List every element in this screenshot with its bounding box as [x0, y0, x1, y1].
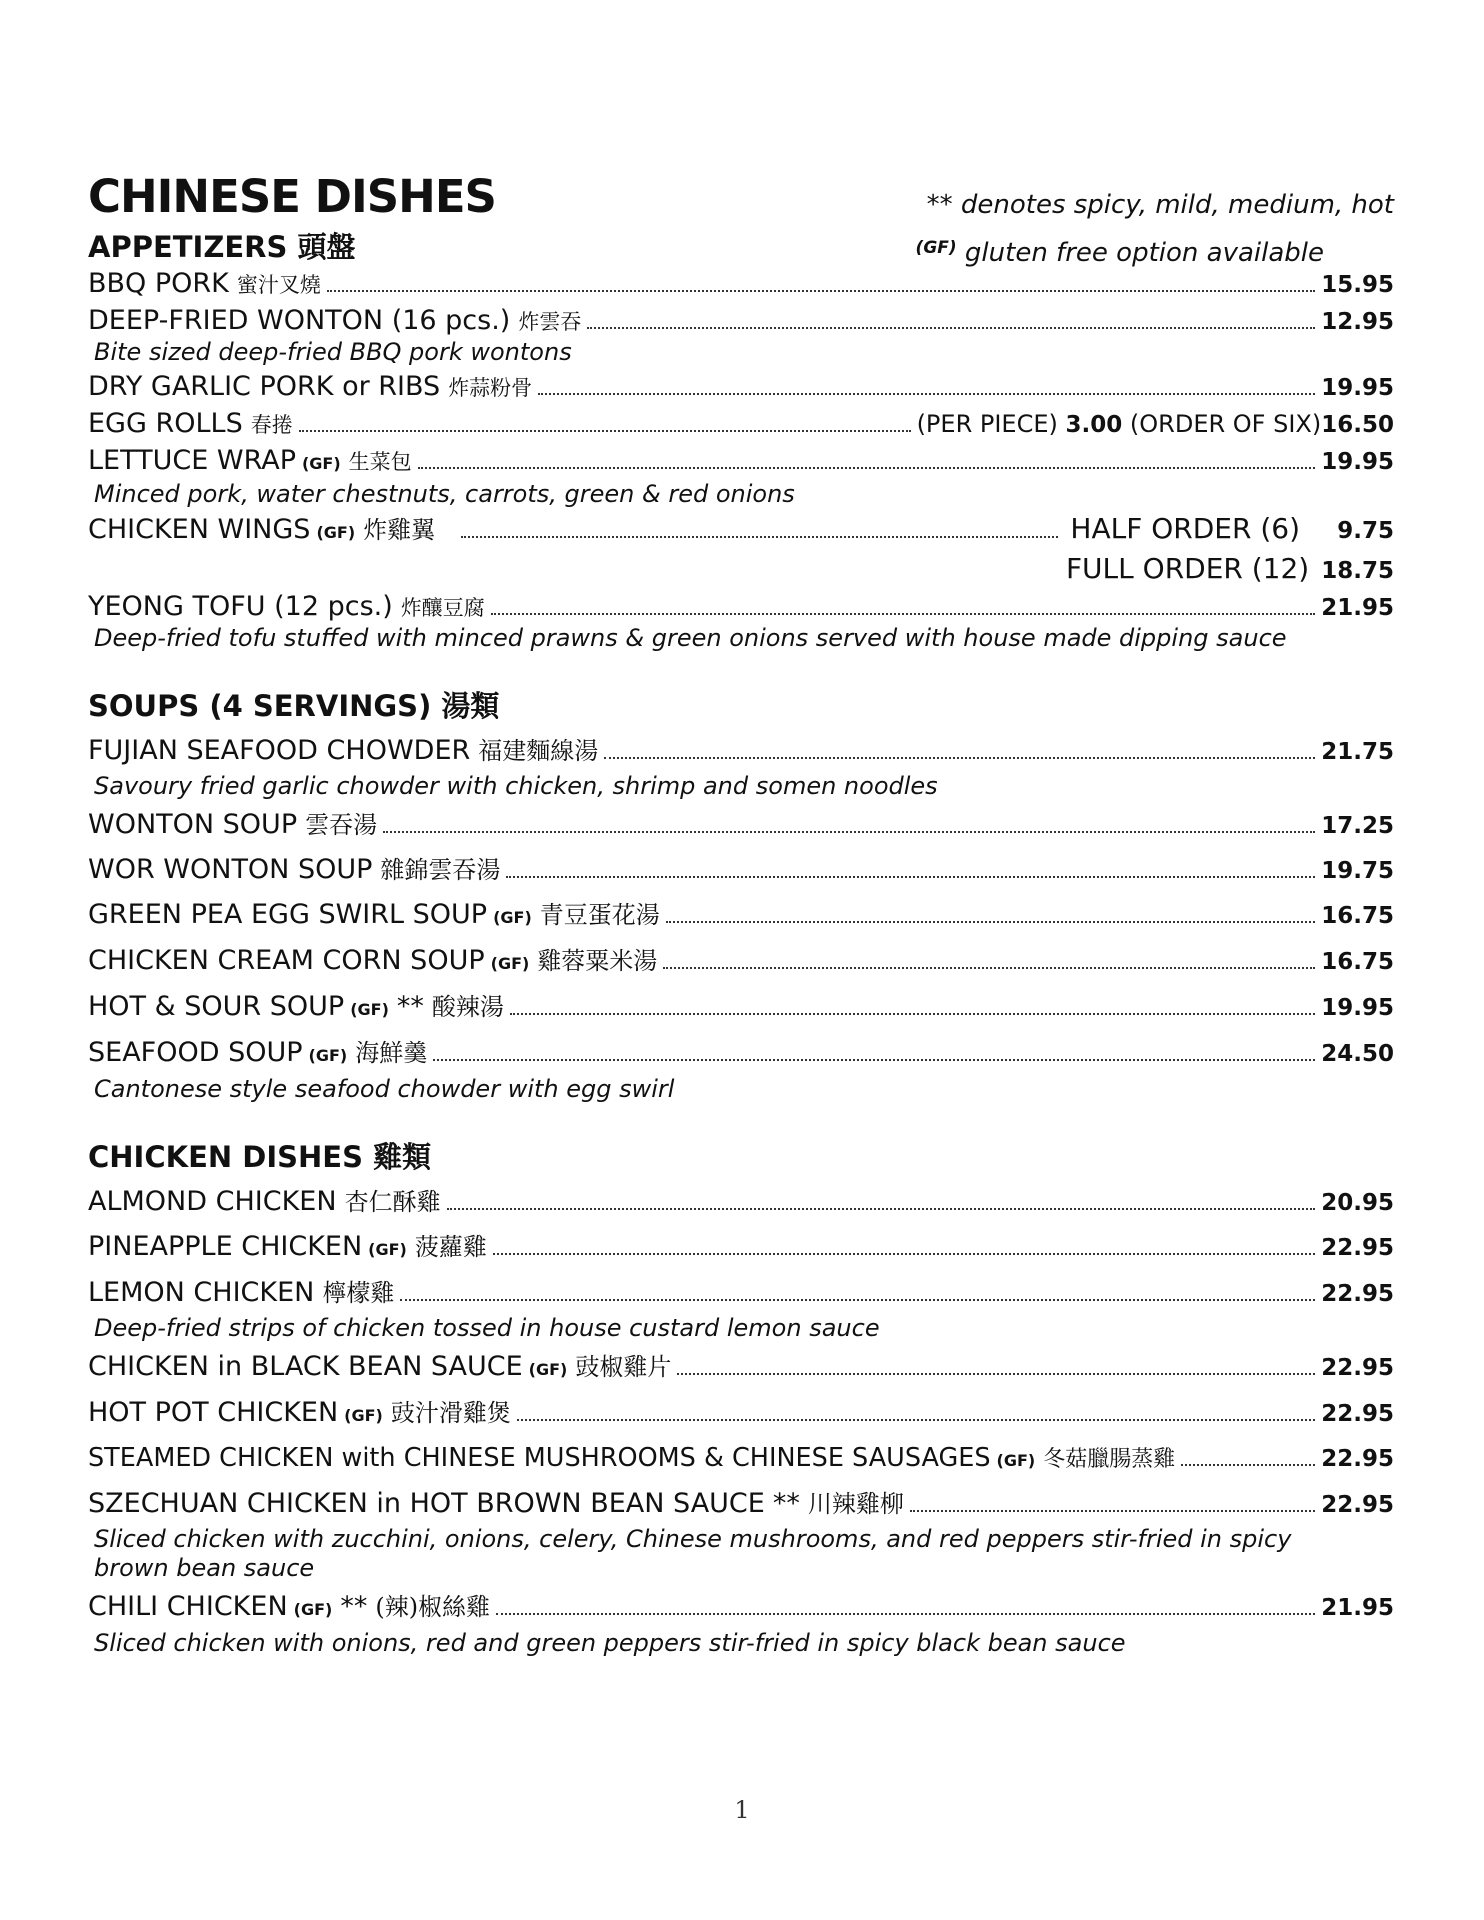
menu-page: [88, 170, 1394, 1660]
item-chinese-name: 雜錦雲吞湯: [380, 855, 501, 884]
item-chinese-name: 炸雞翼: [363, 515, 436, 544]
chicken-list: [88, 1180, 1394, 1658]
item-chinese-name: 炸蒜粉骨: [448, 375, 533, 400]
per-piece-label: (PER PIECE): [916, 409, 1058, 438]
item-name: SZECHUAN CHICKEN in HOT BROWN BEAN SAUCE: [88, 1487, 765, 1519]
item-price: 16.75: [1321, 948, 1394, 975]
item-name: HOT & SOUR SOUP: [88, 990, 345, 1022]
item-description: Minced pork, water chestnuts, carrots, green & red onions: [94, 479, 795, 508]
spicy-marker: **: [340, 1590, 368, 1622]
item-name: DEEP-FRIED WONTON (16 pcs.): [88, 304, 511, 336]
item-chinese-name: 雲吞湯: [305, 810, 378, 839]
menu-header: [88, 170, 1394, 268]
item-price: 12.95: [1321, 308, 1394, 335]
item-chinese-name: 川辣雞柳: [807, 1489, 904, 1518]
menu-item: [88, 985, 1394, 1031]
item-name: WONTON SOUP: [88, 808, 298, 840]
item-price: 21.75: [1321, 738, 1394, 765]
chicken-section: [88, 1139, 1394, 1658]
full-order-label: FULL ORDER (12): [1065, 551, 1310, 585]
spicy-legend: ** denotes spicy, mild, medium, hot: [926, 190, 1394, 220]
menu-item: [88, 1271, 1394, 1343]
menu-item: [88, 1345, 1394, 1391]
menu-item: [88, 1585, 1394, 1658]
leader-dots: [677, 1373, 1315, 1375]
item-name: YEONG TOFU (12 pcs.): [88, 590, 393, 622]
item-name: ALMOND CHICKEN: [88, 1185, 337, 1217]
item-price: 22.95: [1321, 1445, 1394, 1472]
item-chinese-name: 海鮮羹: [355, 1038, 428, 1067]
gluten-free-tag: (GF): [293, 1599, 333, 1619]
item-name: CHICKEN in BLACK BEAN SAUCE: [88, 1350, 523, 1382]
item-name: CHICKEN WINGS: [88, 513, 311, 545]
leader-dots: [663, 967, 1315, 969]
item-price: 16.75: [1321, 902, 1394, 929]
spicy-marker: **: [772, 1487, 800, 1519]
leader-dots: [418, 467, 1316, 469]
item-name: LEMON CHICKEN: [88, 1276, 315, 1308]
leader-dots: [517, 1419, 1315, 1421]
gluten-free-tag: (GF): [316, 522, 356, 542]
item-price: 22.95: [1321, 1234, 1394, 1261]
leader-dots: [910, 1510, 1315, 1512]
menu-item: [88, 266, 1394, 303]
item-chinese-name: 蜜汁叉燒: [236, 272, 321, 297]
leader-dots: [666, 921, 1315, 923]
item-chinese-name: 炸釀豆腐: [400, 595, 485, 620]
soups-list: [88, 729, 1394, 1104]
item-price: 19.95: [1321, 448, 1394, 475]
item-chinese-name: 杏仁酥雞: [344, 1187, 441, 1216]
gluten-free-tag: (GF): [493, 907, 532, 927]
item-name: FUJIAN SEAFOOD CHOWDER: [88, 734, 471, 766]
leader-dots: [510, 1013, 1315, 1015]
menu-item: [88, 729, 1394, 801]
full-order-price: 18.75: [1321, 557, 1394, 584]
item-name: CHICKEN CREAM CORN SOUP: [88, 944, 485, 976]
item-chinese-name: (辣)椒絲雞: [375, 1592, 491, 1621]
leader-dots: [447, 1208, 1316, 1210]
item-description: Savoury fried garlic chowder with chicken, shrimp and somen noodles: [94, 771, 938, 800]
leader-dots: [327, 290, 1315, 292]
gluten-free-tag: (GF): [301, 453, 341, 473]
item-name: DRY GARLIC PORK or RIBS: [88, 370, 441, 402]
item-chinese-name: 炸雲吞: [518, 309, 582, 334]
menu-item: [88, 1180, 1394, 1225]
menu-item: [88, 511, 1394, 589]
item-description: Deep-fried tofu stuffed with minced prawns & green onions served with house made dipping sauce: [94, 623, 1287, 652]
soups-section: [88, 688, 1394, 1104]
item-description: Deep-fried strips of chicken tossed in house custard lemon sauce: [94, 1313, 880, 1342]
leader-dots: [1181, 1464, 1315, 1466]
menu-item: [88, 589, 1394, 653]
leader-dots: [496, 1613, 1315, 1615]
gluten-free-tag: (GF): [996, 1450, 1036, 1470]
menu-item: [88, 939, 1394, 985]
leader-dots: [383, 831, 1315, 833]
item-description: Bite sized deep-fried BBQ pork wontons: [94, 337, 572, 366]
item-name: CHILI CHICKEN: [88, 1590, 288, 1622]
item-chinese-name: 春捲: [250, 412, 293, 437]
leader-dots: [400, 1299, 1315, 1301]
item-price: 22.95: [1321, 1491, 1394, 1518]
menu-item: [88, 406, 1394, 443]
menu-item: [88, 848, 1394, 893]
page-number: 1: [734, 1796, 750, 1824]
item-name: LETTUCE WRAP: [88, 444, 296, 476]
menu-item: [88, 1031, 1394, 1104]
item-price: 22.95: [1321, 1280, 1394, 1307]
item-price: 16.50: [1321, 411, 1394, 438]
item-chinese-name: 雞蓉粟米湯: [537, 946, 658, 975]
item-price: 24.50: [1321, 1040, 1394, 1067]
item-price: 22.95: [1321, 1354, 1394, 1381]
item-price: 19.95: [1321, 374, 1394, 401]
item-price: 19.75: [1321, 857, 1394, 884]
item-price: 15.95: [1321, 271, 1394, 298]
leader-dots: [538, 393, 1315, 395]
menu-item: [88, 893, 1394, 939]
item-description: Sliced chicken with onions, red and green peppers stir-fried in spicy black bean sauce: [94, 1628, 1126, 1657]
item-description: Sliced chicken with zucchini, onions, celery, Chinese mushrooms, and red peppers stir-fried in spicy brown bean sauce: [94, 1524, 1292, 1582]
leader-dots: [433, 1059, 1315, 1061]
leader-dots: [493, 1253, 1315, 1255]
item-price: 21.95: [1321, 1594, 1394, 1621]
item-price: 19.95: [1321, 994, 1394, 1021]
leader-dots: [506, 876, 1315, 878]
page-title: CHINESE DISHES: [88, 170, 496, 223]
item-chinese-name: 酸辣湯: [431, 992, 504, 1021]
item-name: STEAMED CHICKEN with CHINESE MUSHROOMS & CHINESE SAUSAGES: [88, 1442, 991, 1473]
item-price: 22.95: [1321, 1400, 1394, 1427]
item-name: GREEN PEA EGG SWIRL SOUP: [88, 898, 488, 930]
gluten-free-tag: (GF): [344, 1405, 383, 1425]
item-name: EGG ROLLS: [88, 407, 243, 439]
item-chinese-name: 生菜包: [348, 449, 412, 474]
item-chinese-name: 檸檬雞: [322, 1278, 395, 1307]
gluten-free-tag: (GF): [490, 953, 530, 973]
appetizers-list: [88, 266, 1394, 653]
section-heading-chicken: CHICKEN DISHES 雞類: [88, 1139, 432, 1174]
item-description: Cantonese style seafood chowder with egg swirl: [94, 1074, 675, 1103]
menu-item: [88, 1437, 1394, 1482]
menu-item: [88, 1225, 1394, 1271]
item-chinese-name: 福建麵線湯: [478, 736, 599, 765]
section-heading-soups: SOUPS (4 SERVINGS) 湯類: [88, 688, 500, 723]
item-chinese-name: 豉椒雞片: [575, 1352, 672, 1381]
gluten-free-tag: (GF): [528, 1359, 568, 1379]
gluten-free-tag: (GF): [350, 999, 389, 1019]
item-chinese-name: 豉汁滑雞煲: [390, 1398, 511, 1427]
item-price: 20.95: [1321, 1189, 1394, 1216]
item-name: HOT POT CHICKEN: [88, 1396, 339, 1428]
item-name: SEAFOOD SOUP: [88, 1036, 303, 1068]
menu-item: [88, 803, 1394, 848]
leader-dots: [604, 757, 1315, 759]
item-name: WOR WONTON SOUP: [88, 853, 373, 885]
item-name: BBQ PORK: [88, 267, 229, 299]
gluten-free-tag: (GF): [308, 1045, 348, 1065]
item-name: PINEAPPLE CHICKEN: [88, 1230, 363, 1262]
menu-item: [88, 303, 1394, 367]
section-heading-appetizers: APPETIZERS 頭盤: [88, 230, 356, 264]
half-order-price: 9.75: [1337, 517, 1394, 544]
spicy-marker: **: [396, 990, 424, 1022]
egg-roll-pricing: [917, 406, 1322, 443]
leader-dots: [461, 536, 1058, 538]
order-of-six-label: (ORDER OF SIX): [1129, 409, 1322, 438]
leader-dots: [587, 327, 1315, 329]
menu-item: [88, 1391, 1394, 1437]
gf-legend-text: gluten free option available: [964, 238, 1324, 268]
gluten-free-legend: [916, 238, 1324, 268]
item-chinese-name: 菠蘿雞: [414, 1232, 487, 1261]
leader-dots: [299, 430, 911, 432]
per-piece-price: 3.00: [1065, 411, 1123, 438]
item-chinese-name: 冬菇臘腸蒸雞: [1043, 1446, 1176, 1472]
menu-item: [88, 443, 1394, 509]
gluten-free-tag: (GF): [368, 1239, 407, 1259]
gf-legend-tag: (GF): [915, 238, 957, 258]
menu-item: [88, 1482, 1394, 1583]
appetizers-section: [88, 232, 1394, 653]
item-price: 21.95: [1321, 594, 1394, 621]
item-price: 17.25: [1321, 812, 1394, 839]
leader-dots: [491, 613, 1315, 615]
menu-item: [88, 369, 1394, 406]
half-order-label: HALF ORDER (6): [1070, 511, 1300, 545]
item-chinese-name: 青豆蛋花湯: [539, 900, 660, 929]
